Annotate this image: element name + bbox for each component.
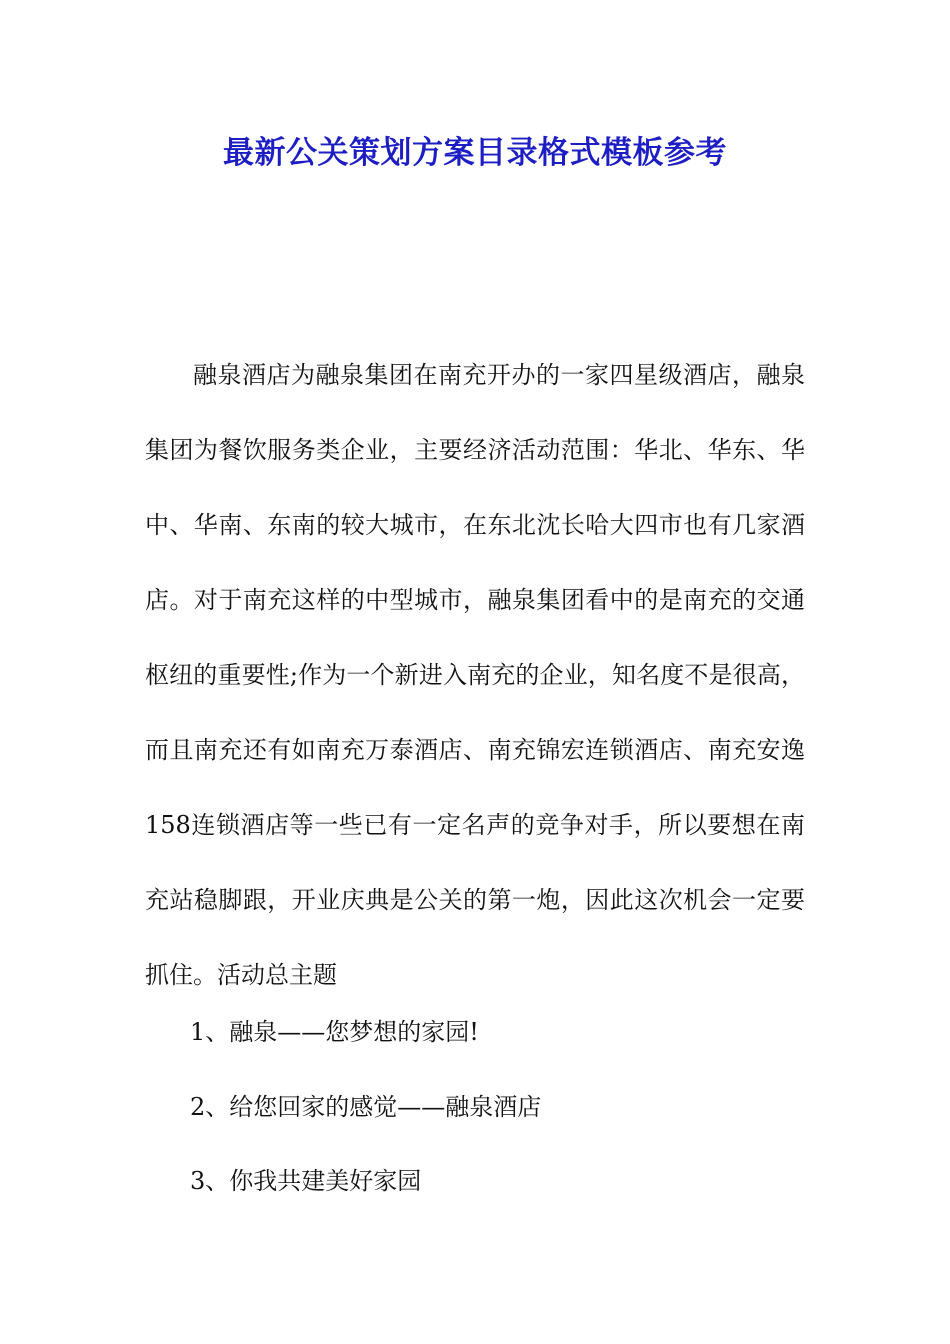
document-title: 最新公关策划方案目录格式模板参考 — [223, 135, 727, 171]
theme-item-3: 3、你我共建美好家园 — [190, 1167, 422, 1195]
theme-item-1: 1、融泉——您梦想的家园! — [190, 1018, 479, 1046]
body-paragraph: 融泉酒店为融泉集团在南充开办的一家四星级酒店，融泉集团为餐饮服务类企业，主要经济活动范围：华北、华东、华中、华南、东南的较大城市，在东北沈长哈大四市也有几家酒店。对于南充这样的中型城市，融泉集团看中的是南充的交通枢纽的重要性;作为一个新进入南充的企业，知名度不是很高，而且南充还有如南充万泰酒店、南充锦宏连锁酒店、南充安逸158连锁酒店等一些已有一定名声的竞争对手，所以要想在南充站稳脚跟，开业庆典是公关的第一炮，因此这次机会一定要抓住。活动总主题 — [145, 361, 805, 989]
theme-item-2: 2、给您回家的感觉——融泉酒店 — [190, 1093, 542, 1121]
